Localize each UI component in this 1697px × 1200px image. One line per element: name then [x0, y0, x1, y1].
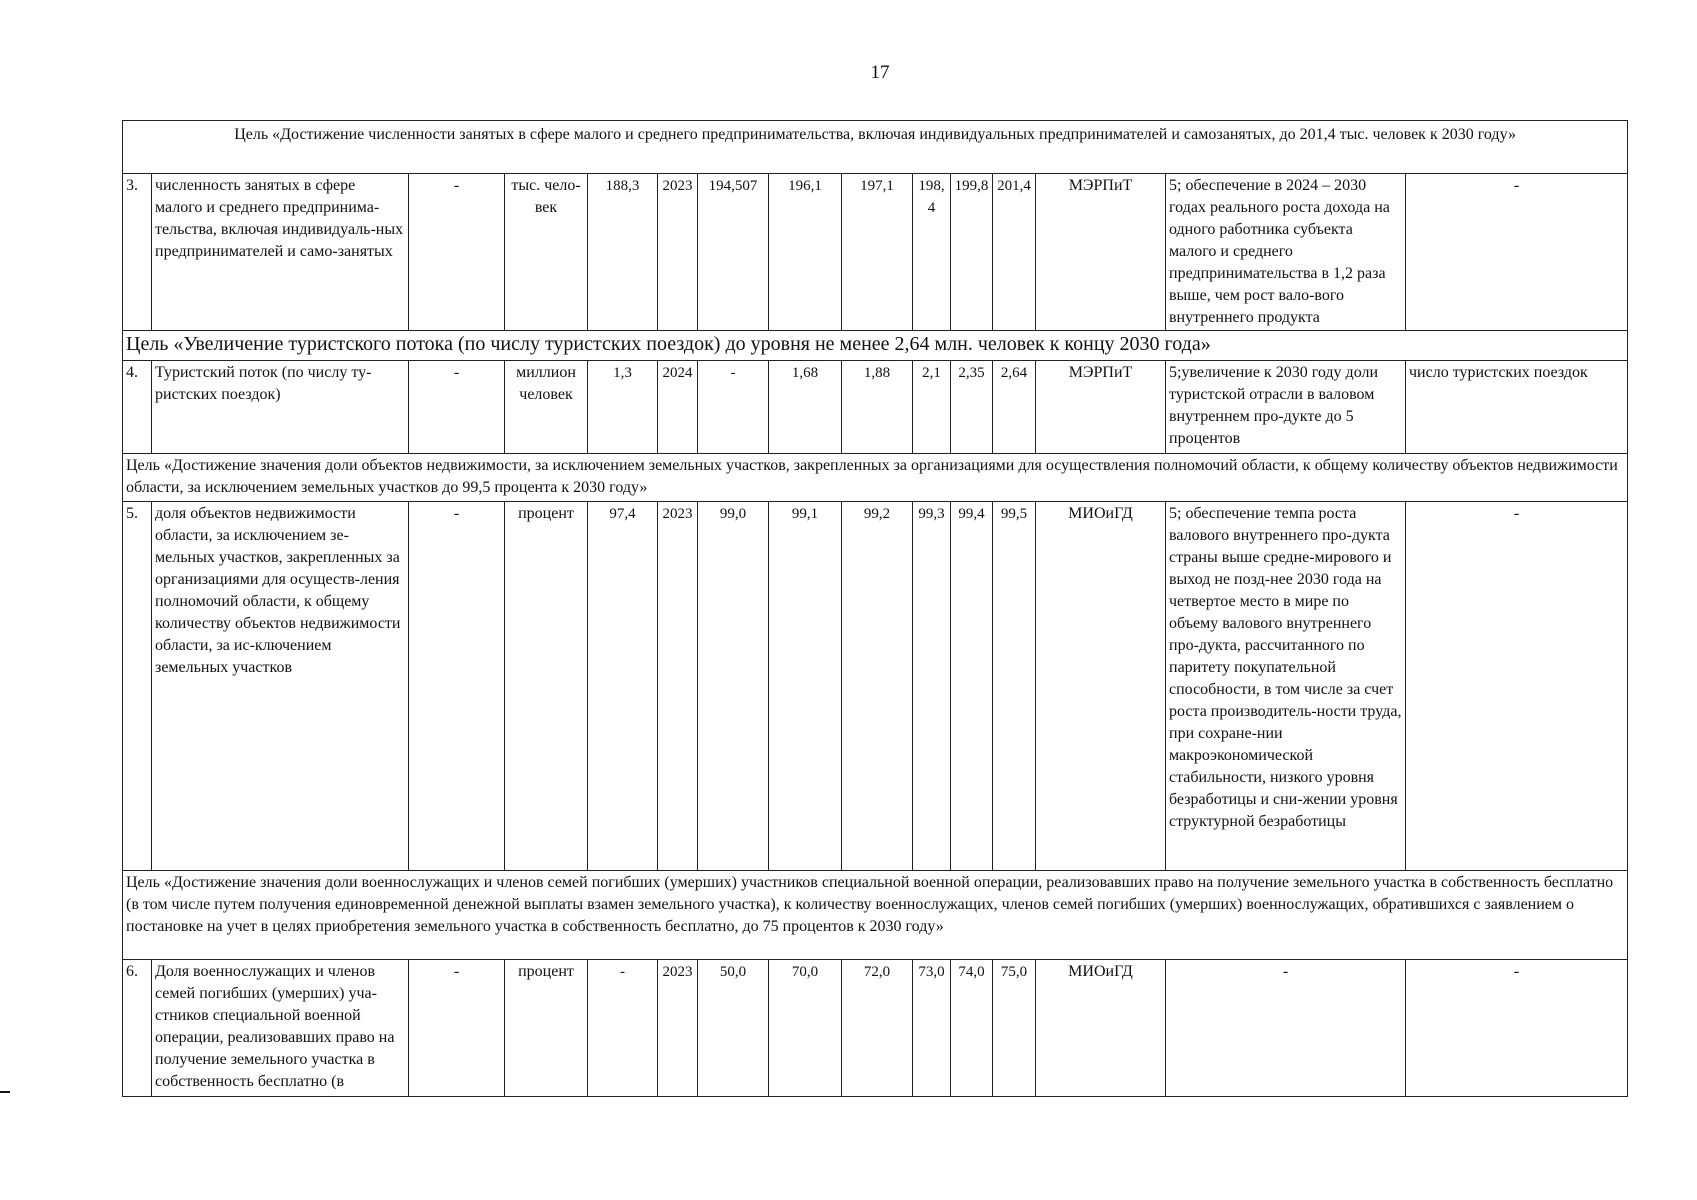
responsible: МИОиГД [1036, 960, 1166, 1097]
value-2028: 2,35 [951, 361, 993, 454]
base-value: 97,4 [588, 502, 658, 871]
goal-heading: Цель «Увеличение туристского потока (по числу туристских поездок) до уровня не менее 2,64 млн. человек к концу 2030 года» [123, 331, 1628, 361]
indicator-level: - [409, 174, 505, 331]
base-value: 188,3 [588, 174, 658, 331]
national-goal-link: - [1166, 960, 1406, 1097]
indicator-level: - [409, 502, 505, 871]
national-goal-link: 5; обеспечение темпа роста валового внутреннего про-дукта страны выше средне-мирового и выход не позд-нее 2030 года на четвертое место в мире по объему валового внутреннего про-дукта, рассчитанного по паритету покупательной способности, в том числе за счет роста производитель-ности труда, при сохране-нии макроэкономической стабильности, низкого уровня безработицы и сни-жении уровня структурной безработицы [1166, 502, 1406, 871]
row-number: 4. [123, 361, 152, 454]
value-2028: 99,4 [951, 502, 993, 871]
indicator-name: Доля военнослужащих и членов семей погибших (умерших) уча-стников специальной военной операции, реализовавших право на получение земельного участка в собственность бесплатно (в [152, 960, 409, 1097]
unit: процент [505, 960, 588, 1097]
base-value: 1,3 [588, 361, 658, 454]
goal-heading: Цель «Достижение численности занятых в сфере малого и среднего предпринимательства, включая индивидуальных предпринимателей и самозанятых, до 201,4 тыс. человек к 2030 году» [123, 121, 1628, 174]
indicators-table [122, 120, 1628, 1097]
row-number: 3. [123, 174, 152, 331]
goal-row [123, 121, 1628, 174]
indicator-name: доля объектов недвижимости области, за исключением зе-мельных участков, закрепленных за организациями для осуществ-ления полномочий области, к общему количеству объектов недвижимости области, за ис-ключением земельных участков [152, 502, 409, 871]
responsible: МИОиГД [1036, 502, 1166, 871]
value-2027: 2,1 [913, 361, 951, 454]
unit: тыс. чело-век [505, 174, 588, 331]
base-value: - [588, 960, 658, 1097]
goal-row [123, 871, 1628, 960]
responsible: МЭРПиТ [1036, 174, 1166, 331]
goal-row [123, 454, 1628, 502]
unit: процент [505, 502, 588, 871]
value-2024: 194,507 [698, 174, 769, 331]
value-2024: - [698, 361, 769, 454]
margin-mark [0, 1091, 10, 1093]
indicator-name: Туристский поток (по числу ту-ристских поездок) [152, 361, 409, 454]
value-2030: 2,64 [993, 361, 1036, 454]
base-year: 2023 [658, 502, 698, 871]
value-2025: 99,1 [769, 502, 842, 871]
responsible: МЭРПиТ [1036, 361, 1166, 454]
value-2027: 198,4 [913, 174, 951, 331]
table-row [123, 174, 1628, 331]
base-year: 2023 [658, 960, 698, 1097]
table-row [123, 502, 1628, 871]
table-row [123, 960, 1628, 1097]
info-system: - [1406, 960, 1628, 1097]
unit: миллион человек [505, 361, 588, 454]
row-number: 5. [123, 502, 152, 871]
indicator-level: - [409, 960, 505, 1097]
value-2025: 70,0 [769, 960, 842, 1097]
value-2028: 74,0 [951, 960, 993, 1097]
value-2025: 1,68 [769, 361, 842, 454]
value-2024: 50,0 [698, 960, 769, 1097]
base-year: 2024 [658, 361, 698, 454]
value-2030: 201,4 [993, 174, 1036, 331]
goal-heading: Цель «Достижение значения доли военнослужащих и членов семей погибших (умерших) участников специальной военной операции, реализовавших право на получение земельного участка в собственность бесплатно (в том числе путем получения единовременной денежной выплаты взамен земельного участка), к количеству военнослужащих, членов семей погибших (умерших) военнослужащих, обратившихся с заявлением о постановке на учет в целях приобретения земельного участка в собственность бесплатно, до 75 процентов к 2030 году» [123, 871, 1628, 960]
national-goal-link: 5;увеличение к 2030 году доли туристской отрасли в валовом внутреннем про-дукте до 5 процентов [1166, 361, 1406, 454]
indicator-level: - [409, 361, 505, 454]
national-goal-link: 5; обеспечение в 2024 – 2030 годах реального роста дохода на одного работника субъекта малого и среднего предпринимательства в 1,2 раза выше, чем рост вало-вого внутреннего продукта [1166, 174, 1406, 331]
value-2024: 99,0 [698, 502, 769, 871]
row-number: 6. [123, 960, 152, 1097]
value-2030: 75,0 [993, 960, 1036, 1097]
value-2026: 72,0 [842, 960, 913, 1097]
page-number: 17 [870, 62, 890, 83]
value-2025: 196,1 [769, 174, 842, 331]
base-year: 2023 [658, 174, 698, 331]
goal-row [123, 331, 1628, 361]
indicator-name: численность занятых в сфере малого и среднего предпринима-тельства, включая индивидуаль-ных предпринимателей и само-занятых [152, 174, 409, 331]
info-system: - [1406, 174, 1628, 331]
value-2026: 197,1 [842, 174, 913, 331]
goal-heading: Цель «Достижение значения доли объектов недвижимости, за исключением земельных участков, закрепленных за организациями для осуществления полномочий области, к общему количеству объектов недвижимости области, за исключением земельных участков до 99,5 процента к 2030 году» [123, 454, 1628, 502]
value-2026: 99,2 [842, 502, 913, 871]
value-2027: 73,0 [913, 960, 951, 1097]
value-2030: 99,5 [993, 502, 1036, 871]
value-2027: 99,3 [913, 502, 951, 871]
value-2026: 1,88 [842, 361, 913, 454]
info-system: - [1406, 502, 1628, 871]
table-row [123, 361, 1628, 454]
info-system: число туристских поездок [1406, 361, 1628, 454]
value-2028: 199,8 [951, 174, 993, 331]
